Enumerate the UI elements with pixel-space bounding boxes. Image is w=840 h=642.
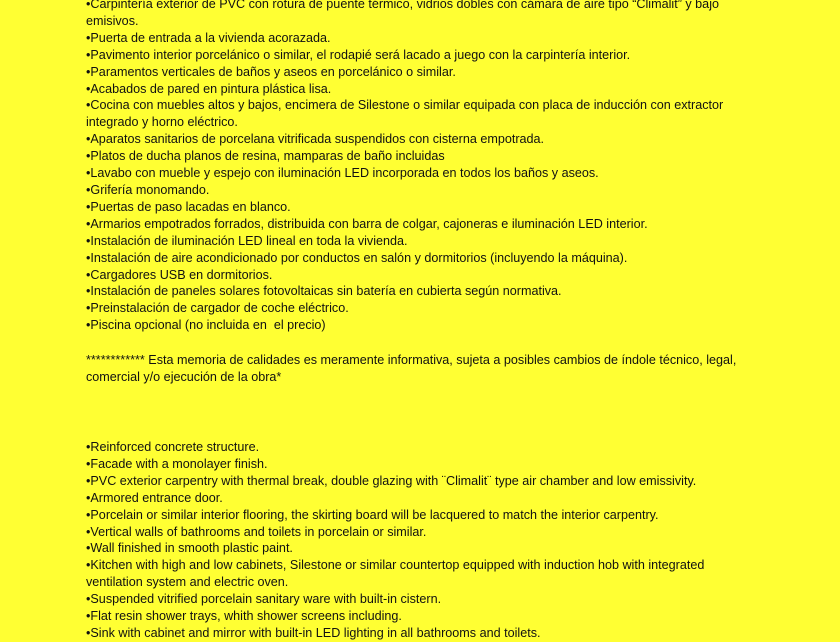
list-line: •Instalación de iluminación LED lineal en toda la vivienda.	[86, 233, 408, 248]
disclaimer-line: comercial y/o ejecución de la obra*	[86, 369, 282, 384]
list-line: •Piscina opcional (no incluida en el precio)	[86, 318, 326, 333]
list-line: •Sink with cabinet and mirror with built-in LED lighting in all bathrooms and toilets.	[86, 625, 541, 640]
spanish-specifications-list	[86, 0, 832, 334]
list-line: •Grifería monomando.	[86, 182, 210, 197]
list-line: •Wall finished in smooth plastic paint.	[86, 541, 293, 556]
list-line: •Vertical walls of bathrooms and toilets in porcelain or similar.	[86, 524, 427, 539]
list-line: •Instalación de paneles solares fotovoltaicas sin batería en cubierta según normativa.	[86, 284, 562, 299]
list-line: •Armarios empotrados forrados, distribuida con barra de colgar, cajoneras e iluminación LED interior.	[86, 216, 648, 231]
list-line: •Puertas de paso lacadas en blanco.	[86, 199, 291, 214]
list-line: •Puerta de entrada a la vivienda acorazada.	[86, 30, 331, 45]
list-line: •PVC exterior carpentry with thermal break, double glazing with ¨Climalit¨ type air chamber and low emissivity.	[86, 473, 697, 488]
list-line: •Cargadores USB en dormitorios.	[86, 267, 273, 282]
list-line: •Cocina con muebles altos y bajos, encimera de Silestone o similar equipada con placa de inducción con extractor	[86, 98, 724, 113]
list-line: ventilation system and electric oven.	[86, 575, 289, 590]
list-line: •Reinforced concrete structure.	[86, 440, 260, 454]
list-line: •Pavimento interior porcelánico o similar, el rodapié será lacado a juego con la carpintería interior.	[86, 47, 631, 62]
list-line: •Instalación de aire acondicionado por conductos en salón y dormitorios (incluyendo la máquina).	[86, 250, 628, 265]
disclaimer-line: ************ Esta memoria de calidades es meramente informativa, sujeta a posibles cambios de índole técnico, legal,	[86, 353, 737, 367]
list-line: •Porcelain or similar interior flooring, the skirting board will be lacquered to match the interior carpentry.	[86, 507, 659, 522]
list-line: •Acabados de pared en pintura plástica lisa.	[86, 81, 332, 96]
list-line: •Aparatos sanitarios de porcelana vitrificada suspendidos con cisterna empotrada.	[86, 132, 545, 147]
list-line: integrado y horno eléctrico.	[86, 115, 238, 130]
list-line: emisivos.	[86, 13, 139, 28]
list-line: •Suspended vitrified porcelain sanitary ware with built-in cistern.	[86, 592, 442, 607]
list-line: •Carpintería exterior de PVC con rotura de puente térmico, vidrios dobles con cámara de aire tipo “Climalit” y bajo	[86, 0, 719, 11]
disclaimer-note	[86, 352, 832, 386]
list-line: •Flat resin shower trays, whith shower screens including.	[86, 609, 402, 624]
list-line: •Facade with a monolayer finish.	[86, 456, 268, 471]
list-line: •Platos de ducha planos de resina, mamparas de baño incluidas	[86, 149, 445, 164]
list-line: •Preinstalación de cargador de coche eléctrico.	[86, 301, 349, 316]
list-line: •Lavabo con mueble y espejo con iluminación LED incorporada en todos los baños y aseos.	[86, 166, 599, 181]
list-line: •Kitchen with high and low cabinets, Silestone or similar countertop equipped with induction hob with integrated	[86, 558, 705, 573]
list-line: •Armored entrance door.	[86, 490, 223, 505]
list-line: •Paramentos verticales de baños y aseos en porcelánico o similar.	[86, 64, 456, 79]
english-specifications-list	[86, 439, 832, 642]
